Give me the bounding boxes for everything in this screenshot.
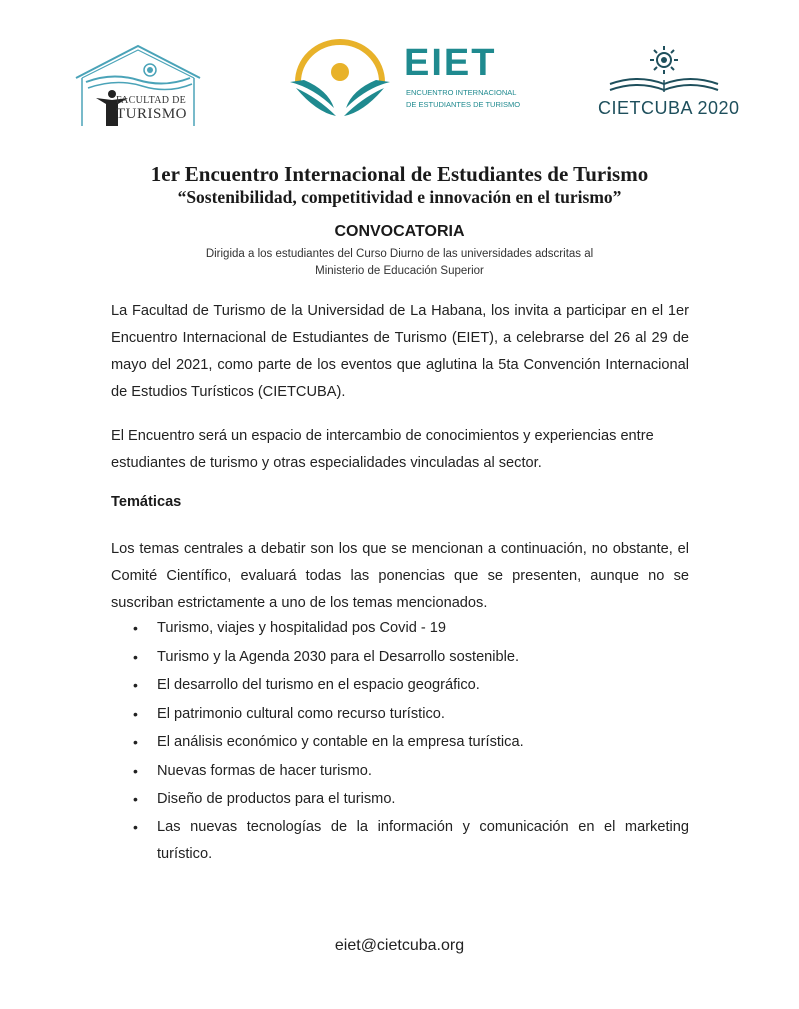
tematicas-heading: Temáticas [111, 494, 182, 510]
eiet-logo-sub2: DE ESTUDIANTES DE TURISMO [406, 100, 521, 109]
cietcuba-logo-word: CIETCUBA 2020 [598, 98, 740, 118]
topic-item: • Diseño de productos para el turismo. [111, 785, 689, 814]
directed-to-line2: Ministerio de Educación Superior [315, 265, 484, 277]
topic-item: • Turismo y la Agenda 2030 para el Desarrollo sostenible. [111, 643, 689, 672]
encuentro-paragraph: El Encuentro será un espacio de intercambio de conocimientos y experiencias entre estudiantes de turismo y otras especialidades vinculadas al sector. [111, 428, 654, 471]
eiet-logo-word: EIET [404, 42, 497, 84]
document-title: 1er Encuentro Internacional de Estudiantes de Turismo [150, 162, 649, 186]
cietcuba-logo [598, 44, 758, 124]
cietcuba-book-sun-icon [598, 44, 758, 98]
contact-email[interactable]: eiet@cietcuba.org [334, 937, 465, 954]
eiet-emblem-icon [284, 38, 396, 122]
document-subtitle: “Sostenibilidad, competitividad e innovación en el turismo” [177, 187, 622, 207]
topic-item: • Las nuevas tecnologías de la información y comunicación en el marketing turístico. [111, 814, 689, 868]
topics-list [111, 614, 689, 868]
eiet-logo [284, 38, 534, 122]
directed-to-line1: Dirigida a los estudiantes del Curso Diurno de las universidades adscritas al [205, 248, 594, 260]
tematicas-paragraph: Los temas centrales a debatir son los que se mencionan a continuación, no obstante, el Comité Científico, evaluará todas las ponencias que se presenten, aunque no se suscriban estrictamente a uno de los temas mencionados. [111, 541, 689, 611]
topic-item: • El patrimonio cultural como recurso turístico. [111, 700, 689, 729]
convocatoria-heading: CONVOCATORIA [334, 223, 465, 240]
topic-item: • Turismo, viajes y hospitalidad pos Covid - 19 [111, 614, 689, 643]
topic-item: • El desarrollo del turismo en el espacio geográfico. [111, 671, 689, 700]
topic-item: • Nuevas formas de hacer turismo. [111, 757, 689, 786]
facultad-logo-line1: FACULTAD DE [116, 95, 187, 106]
intro-paragraph: La Facultad de Turismo de la Universidad de La Habana, los invita a participar en el 1er Encuentro Internacional de Estudiantes de Turismo (EIET), a celebrarse del 26 al 29 de mayo del 2021, como parte de los eventos que aglutina la 5ta Convención Internacional de Estudios Turísticos (CIETCUBA). [111, 303, 689, 400]
topic-item: • El análisis económico y contable en la empresa turística. [111, 728, 689, 757]
eiet-logo-sub1: ENCUENTRO INTERNACIONAL [406, 88, 517, 97]
facultad-logo-line2: TURISMO [116, 106, 188, 122]
facultad-turismo-logo [72, 42, 204, 128]
